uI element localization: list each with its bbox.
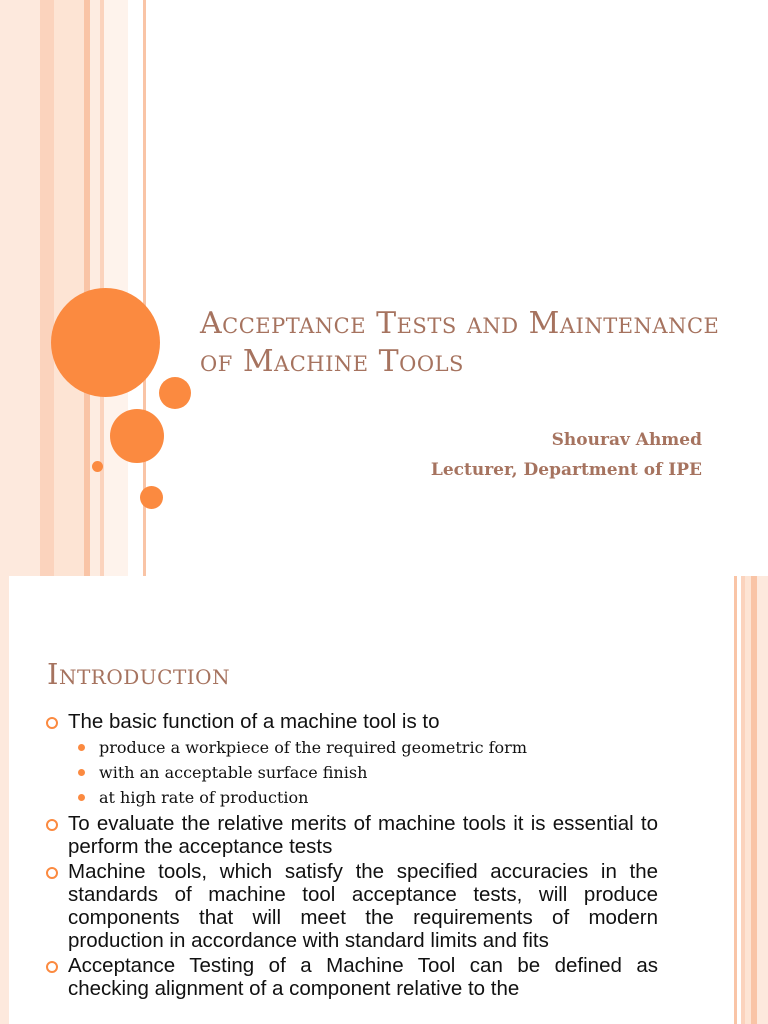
stripe (40, 0, 54, 576)
list-item (44, 954, 658, 1000)
right-stripes (734, 576, 768, 1024)
stripe (734, 576, 737, 1024)
sub-list-item (68, 735, 658, 760)
stripe (54, 0, 84, 576)
bullet-text: The basic function of a machine tool is to (68, 710, 440, 733)
sub-bullet-text: at high rate of production (99, 788, 309, 807)
sub-bullet-text: produce a workpiece of the required geometric form (99, 738, 527, 757)
circle-bullet-icon (46, 819, 58, 831)
large-circle-decoration (51, 288, 160, 397)
decorative-stripes (0, 0, 150, 576)
small-circle-decoration (159, 377, 191, 409)
sub-bullet-list (68, 735, 658, 810)
bullet-text: Machine tools, which satisfy the specified accuracies in the standards of machine tool acceptance tests, will produce components that will meet the requirements of modern production in accordance with standard limits and fits (68, 860, 658, 952)
stripe (757, 576, 768, 1024)
list-item (44, 860, 658, 952)
circle-bullet-icon (46, 867, 58, 879)
sub-list-item (68, 785, 658, 810)
dot-bullet-icon (78, 769, 85, 776)
circle-bullet-icon (46, 717, 58, 729)
small-circle-decoration (140, 486, 163, 509)
tiny-circle-decoration (92, 461, 103, 472)
medium-circle-decoration (110, 409, 164, 463)
bullet-list (44, 710, 658, 1002)
dot-bullet-icon (78, 744, 85, 751)
author-block (431, 425, 702, 485)
dot-bullet-icon (78, 794, 85, 801)
list-item (44, 710, 658, 810)
author-name: Shourav Ahmed (551, 430, 702, 450)
author-affiliation: Lecturer, Department of IPE (430, 460, 702, 480)
circle-bullet-icon (46, 961, 58, 973)
list-item (44, 812, 658, 858)
introduction-slide (0, 576, 768, 1024)
left-stripe (0, 576, 9, 1024)
sub-list-item (68, 760, 658, 785)
bullet-text: Acceptance Testing of a Machine Tool can be defined as checking alignment of a component relative to the (68, 954, 658, 1000)
bullet-text: To evaluate the relative merits of machine tools it is essential to perform the acceptance tests (68, 812, 658, 858)
slide-heading: Introduction (47, 657, 231, 691)
sub-bullet-text: with an acceptable surface finish (99, 763, 368, 782)
slide-title: Acceptance Tests and Maintenance of Machine Tools (200, 306, 720, 379)
stripe (0, 0, 40, 576)
